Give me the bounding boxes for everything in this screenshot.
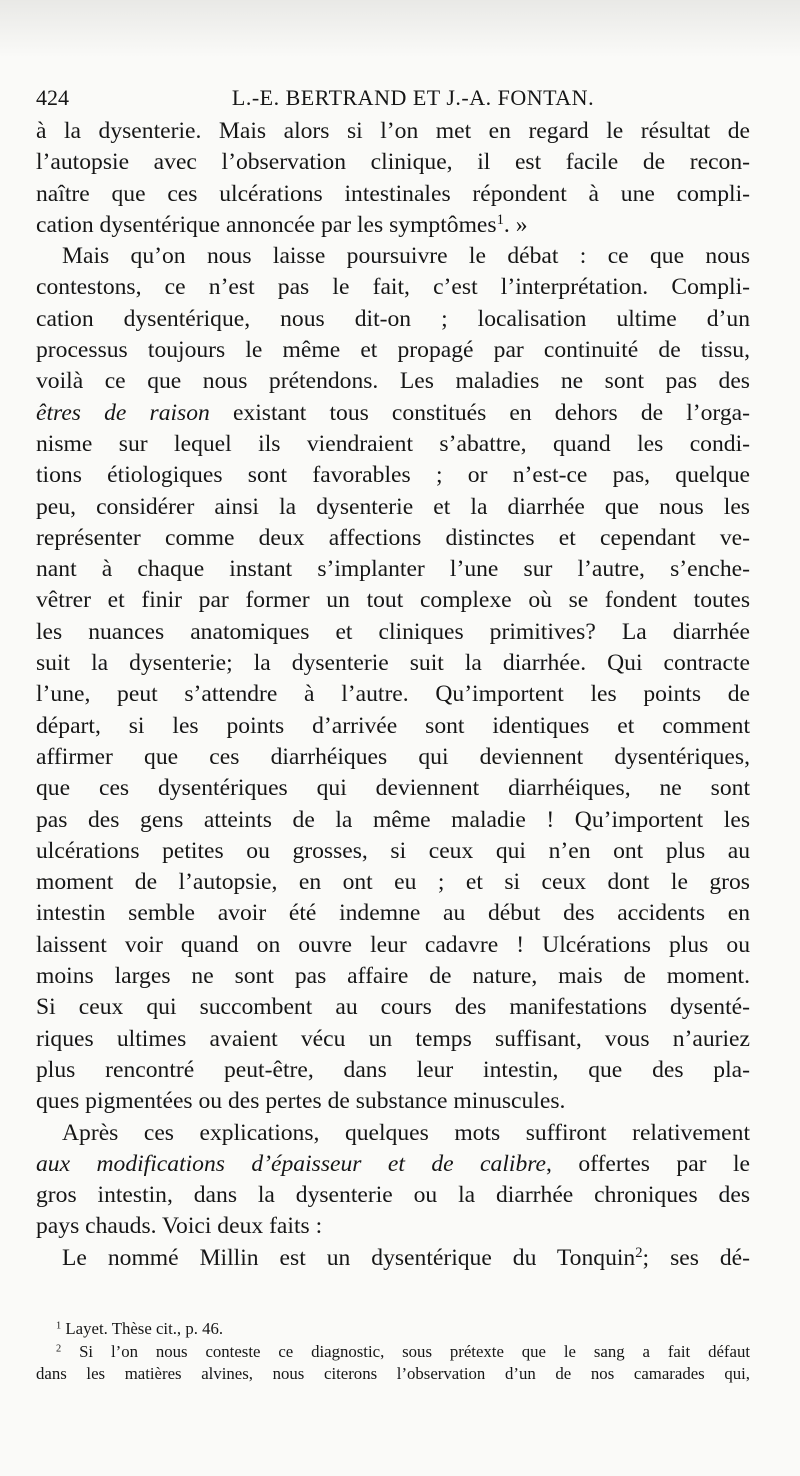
text-line: moment de l’autopsie, en ont eu ; et si ceux dont le gros [36, 869, 750, 896]
text-line: les nuances anatomiques et cliniques primitives? La diarrhée [36, 618, 750, 645]
text-line: moins larges ne sont pas affaire de nature, mais de moment. [36, 963, 750, 990]
text-line: cation dysentérique, nous dit-on ; localisation ultime d’un [36, 305, 750, 332]
text-line: naître que ces ulcérations intestinales répondent à une compli- [36, 180, 750, 207]
text-line: Si ceux qui succombent au cours des manifestations dysenté- [36, 994, 750, 1021]
text-line: ulcérations petites ou grosses, si ceux qui n’en ont plus au [36, 837, 750, 864]
body-text [36, 116, 750, 1274]
text-line: gros intestin, dans la dysenterie ou la diarrhée chroniques des [36, 1182, 750, 1209]
text-line: à la dysenterie. Mais alors si l’on met en regard le résultat de [36, 118, 750, 144]
text-line: départ, si les points d’arrivée sont identiques et comment [36, 712, 750, 739]
text-line: l’autopsie avec l’observation clinique, il est facile de recon- [36, 149, 750, 176]
text-line: plus rencontré peut-être, dans leur intestin, que des pla- [36, 1056, 750, 1083]
text-line: nant à chaque instant s’implanter l’une sur l’autre, s’enche- [36, 556, 750, 583]
page-header [36, 80, 760, 116]
footnotes [36, 1318, 750, 1386]
footnote: $^1$ Layet. Thèse cit., p. 46. [56, 1319, 224, 1338]
text-line: suit la dysenterie; la dysenterie suit la diarrhée. Qui contracte [36, 650, 750, 677]
text-line: aux modifications d’épaisseur et de calibre, offertes par le [36, 1150, 750, 1177]
text-line: ques pigmentées ou des pertes de substance minuscules. [36, 1088, 566, 1115]
text-line: représenter comme deux affections distinctes et cependant ve- [36, 524, 750, 551]
text-line: affirmer que ces diarrhéiques qui deviennent dysentériques, [36, 743, 750, 770]
footnote-ref-2[interactable]: 2 [635, 1244, 643, 1261]
footnote-marker: 2 [56, 1342, 62, 1354]
paragraph-start-line: Le nommé Millin est un dysentérique du Tonquin$^2$; ses dé- [62, 1244, 750, 1271]
paragraph-start-line: Mais qu’on nous laisse poursuivre le débat : ce que nous [62, 243, 750, 270]
text-line: riques ultimes avaient vécu un temps suffisant, vous n’auriez [36, 1025, 750, 1052]
text-line: pas des gens atteints de la même maladie ! Qu’importent les [36, 806, 750, 833]
text-line: tions étiologiques sont favorables ; or n’est-ce pas, quelque [36, 462, 750, 489]
text-line: pays chauds. Voici deux faits : [36, 1213, 323, 1240]
footnote-ref-1[interactable]: 1 [496, 211, 504, 228]
text-line: l’une, peut s’attendre à l’autre. Qu’importent les points de [36, 681, 750, 708]
text-line: processus toujours le même et propagé par continuité de tissu, [36, 337, 750, 364]
facing-page-bleed [0, 0, 800, 58]
text-line: voilà ce que nous prétendons. Les maladies ne sont pas des [36, 368, 750, 395]
running-head: L.-E. BERTRAND ET J.-A. FONTAN. [231, 85, 595, 110]
text-line: laissent voir quand on ouvre leur cadavre ! Ulcérations plus ou [36, 931, 750, 958]
text-line: que ces dysentériques qui deviennent diarrhéiques, ne sont [36, 775, 750, 802]
footnote-marker: 1 [56, 1320, 62, 1332]
italic-phrase: êtres de raison [36, 399, 210, 426]
text-line: intestin semble avoir été indemne au début des accidents en [36, 900, 750, 927]
paragraph-start-line: Après ces explications, quelques mots suffiront relativement [62, 1119, 750, 1146]
text-line: cation dysentérique annoncée par les symptômes$^1$. » [36, 211, 528, 238]
text-line: peu, considérer ainsi la dysenterie et la diarrhée que nous les [36, 493, 750, 520]
text-line: êtres de raison existant tous constitués en dehors de l’orga- [36, 399, 750, 426]
footnote-continuation: dans les matières alvines, nous citerons l’observation d’un de nos camarades qui, [36, 1364, 750, 1383]
italic-phrase: aux modifications d’épaisseur et de calibre [36, 1150, 547, 1177]
text-line: vêtrer et finir par former un tout complexe où se fondent toutes [36, 587, 750, 614]
page-number: 424 [36, 85, 69, 110]
text-line: nisme sur lequel ils viendraient s’abattre, quand les condi- [36, 430, 750, 457]
footnote: $^2$ Si l’on nous conteste ce diagnostic, sous prétexte que le sang a fait défaut [56, 1341, 750, 1361]
text-line: contestons, ce n’est pas le fait, c’est l’interprétation. Compli- [36, 274, 750, 301]
